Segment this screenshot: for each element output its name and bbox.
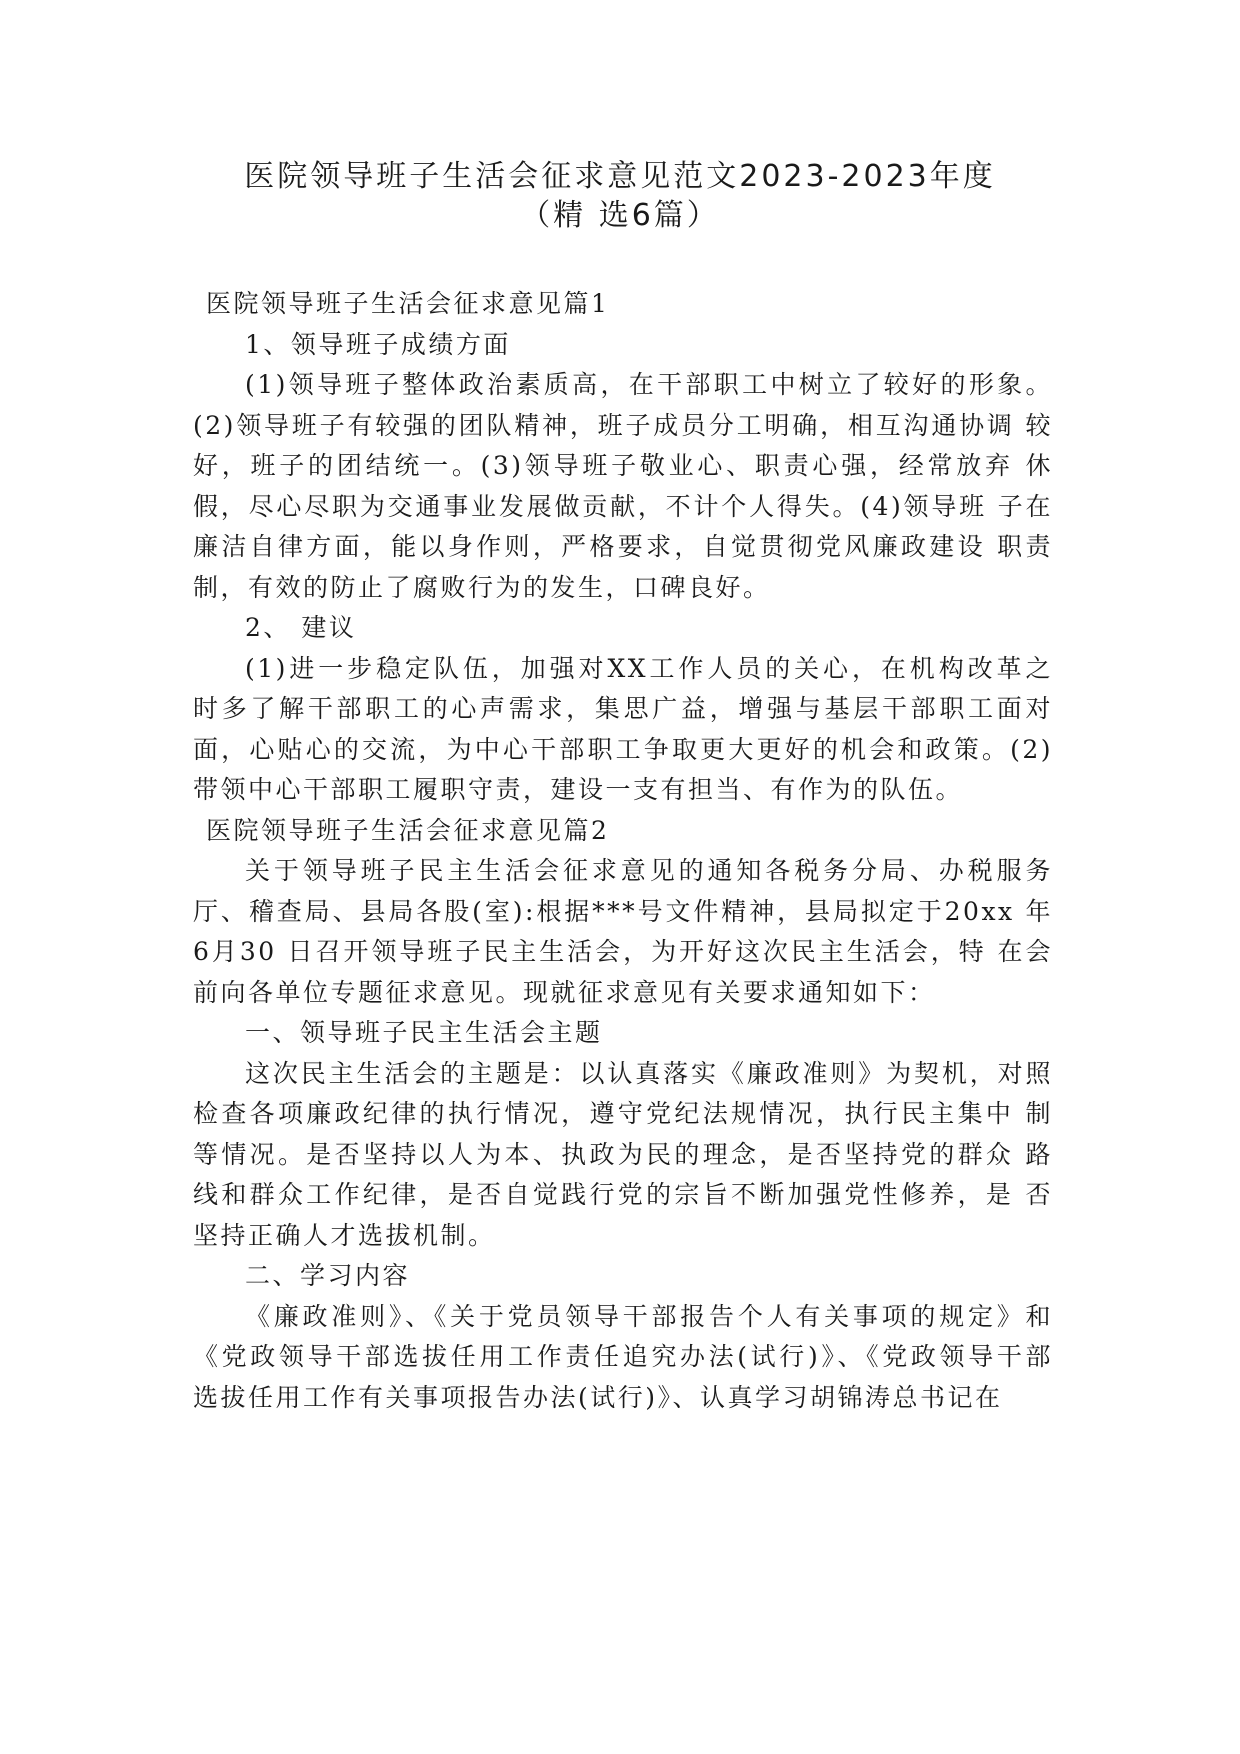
item-heading: 一、领导班子民主生活会主题: [245, 1018, 603, 1047]
body-paragraph: 关于领导班子民主生活会征求意见的通知各税务分局、办税服务厅、稽查局、县局各股(室):根据***号文件精神，县局拟定于20xx 年6月30 日召开领导班子民主生活会，为开好这次民主生活会，特 在会前向各单位专题征求意见。现就征求意见有关要求通知如下：: [193, 856, 1053, 1007]
document-body: [193, 284, 1053, 1418]
document-title: 医院领导班子生活会征求意见范文2023-2023年度: [244, 159, 996, 194]
body-paragraph: 这次民主生活会的主题是：以认真落实《廉政准则》为契机，对照检查各项廉政纪律的执行情况，遵守党纪法规情况，执行民主集中 制等情况。是否坚持以人为本、执政为民的理念，是否坚持党的群众 路线和群众工作纪律，是否自觉践行党的宗旨不断加强党性修养，是 否坚持正确人才选拔机制。: [193, 1058, 1053, 1250]
body-paragraph: (1)进一步稳定队伍，加强对XX工作人员的关心，在机构改革之 时多了解干部职工的心声需求，集思广益，增强与基层干部职工面对 面，心贴心的交流，为中心干部职工争取更大更好的机会和政策。(2) 带领中心干部职工履职守责，建设一支有担当、有作为的队伍。: [193, 653, 1053, 804]
item-heading: 二、学习内容: [245, 1261, 411, 1290]
document-subtitle: （精 选6篇）: [520, 198, 720, 233]
item-heading: 1、领导班子成绩方面: [245, 329, 511, 359]
body-paragraph: 《廉政准则》、《关于党员领导干部报告个人有关事项的规定》和《党政领导干部选拔任用工作责任追究办法(试行)》、《党政领导干部 选拔任用工作有关事项报告办法(试行)》、认真学习胡锦涛总书记在: [193, 1301, 1053, 1412]
section-heading: 医院领导班子生活会征求意见篇1: [206, 289, 610, 318]
item-heading: 2、 建议: [245, 613, 357, 642]
section-heading: 医院领导班子生活会征求意见篇2: [206, 815, 610, 845]
body-paragraph: (1)领导班子整体政治素质高，在干部职工中树立了较好的形象。 (2)领导班子有较强的团队精神，班子成员分工明确，相互沟通协调 较好，班子的团结统一。(3)领导班子敬业心、职责心强，经常放弃 休假，尽心尽职为交通事业发展做贡献，不计个人得失。(4)领导班 子在廉洁自律方面，能以身作则，严格要求，自觉贯彻党风廉政建设 职责制，有效的防止了腐败行为的发生，口碑良好。: [193, 370, 1053, 602]
